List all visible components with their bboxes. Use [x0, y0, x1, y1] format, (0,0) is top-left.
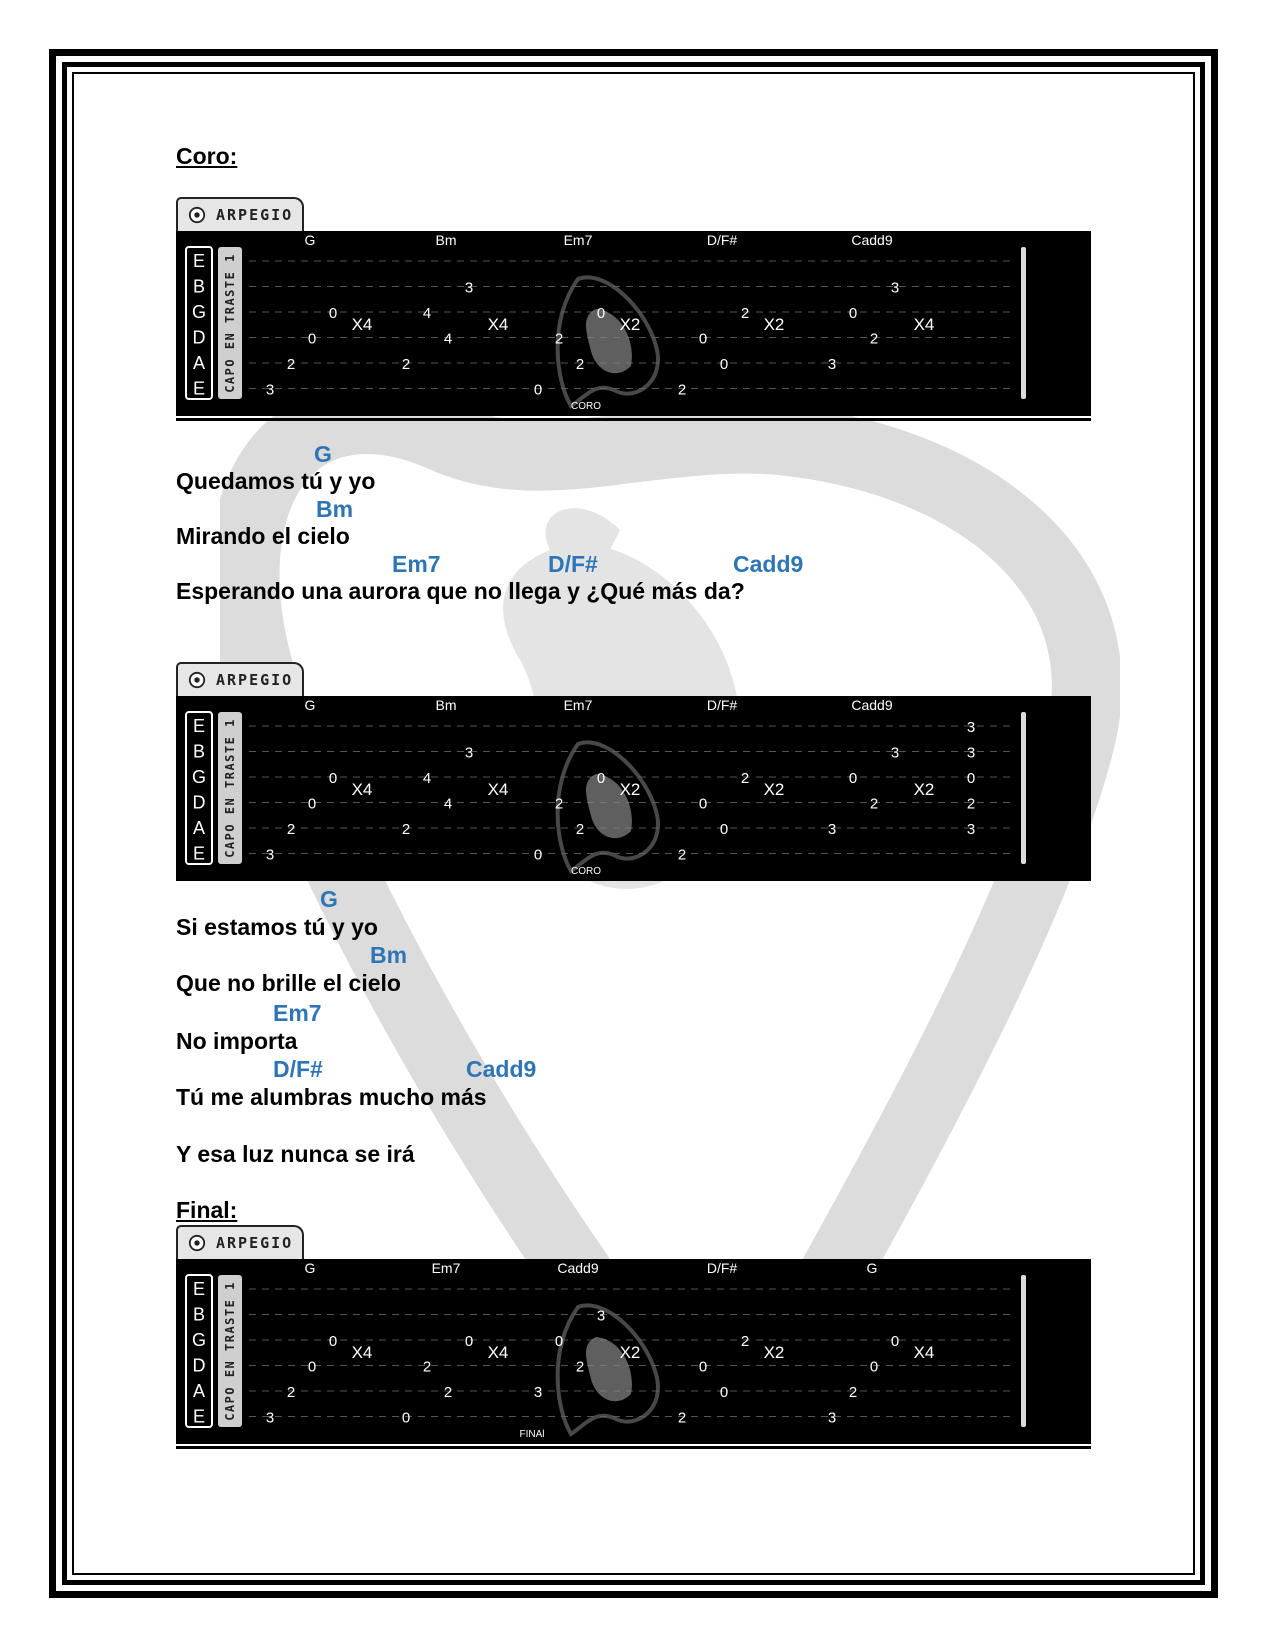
lyric-line: Tú me alumbras mucho más: [176, 1084, 487, 1110]
tab-fret-number: 3: [596, 1307, 606, 1325]
tab-fret-number: 3: [966, 821, 976, 838]
tab-fret-number: 0: [328, 1333, 338, 1350]
tab-fret-number: 4: [422, 305, 432, 322]
string-letter: B: [192, 276, 206, 297]
tab-repeat-mark: X2: [913, 779, 935, 799]
tab-fret-number: 4: [422, 770, 432, 787]
tab-fret-number: 2: [869, 330, 879, 348]
guitar-icon: [188, 206, 206, 224]
chord-label: Em7: [273, 1000, 322, 1026]
lyric-line: Si estamos tú y yo: [176, 914, 378, 940]
tab-fret-number: 0: [719, 1384, 729, 1401]
tab-fret-number: 2: [286, 821, 296, 838]
tab-chord-label: G: [304, 697, 316, 713]
tab-chord-label: Bm: [435, 232, 457, 248]
tab-label: [176, 197, 304, 231]
section-heading-final: Final:: [176, 1197, 238, 1223]
tab-fret-number: 2: [575, 356, 585, 373]
tab-fret-number: 0: [869, 1358, 879, 1376]
tab-repeat-mark: X4: [487, 779, 509, 799]
tab-fret-number: 0: [533, 381, 543, 399]
tab-fret-number: 0: [698, 330, 708, 348]
tab-chord-label: G: [866, 1260, 878, 1276]
tab-fret-number: 2: [422, 1358, 432, 1376]
tab-fret-number: 2: [677, 381, 687, 399]
end-bar: [1021, 712, 1026, 864]
tab-fret-number: 2: [401, 821, 411, 838]
string-letter: A: [192, 353, 206, 373]
chord-label: D/F#: [273, 1056, 323, 1082]
tab-fret-number: 2: [575, 1358, 585, 1376]
tab-repeat-mark: X2: [763, 1342, 785, 1362]
lyric-line: Que no brille el cielo: [176, 970, 401, 996]
tab-fret-number: 2: [677, 1409, 687, 1427]
tab-repeat-mark: X2: [619, 314, 641, 334]
lyric-line: Y esa luz nunca se irá: [176, 1141, 415, 1167]
tab-chord-label: Em7: [431, 1260, 461, 1276]
tab-chord-label: Bm: [435, 697, 457, 713]
tab-fret-number: 2: [740, 1333, 750, 1350]
tab-fret-number: 4: [443, 795, 453, 813]
chord-label: Cadd9: [466, 1056, 537, 1082]
tab-chord-label: Cadd9: [851, 697, 893, 713]
end-bar: [1021, 1275, 1026, 1427]
tab-fret-number: 0: [596, 305, 606, 322]
tab-fret-number: 2: [848, 1384, 858, 1401]
tab-chord-label: D/F#: [706, 697, 738, 713]
tab-fret-number: 3: [827, 1409, 837, 1427]
tab-fret-number: 3: [464, 744, 474, 762]
chord-label: Em7: [392, 551, 441, 577]
string-letter: E: [192, 251, 206, 271]
tab-fret-number: 3: [533, 1384, 543, 1401]
tab-section-tag: CORO: [571, 401, 601, 412]
tab-fret-number: 0: [890, 1333, 900, 1350]
tab-fret-number: 0: [596, 770, 606, 787]
string-letter: A: [192, 818, 206, 838]
tab-fret-number: 0: [533, 846, 543, 864]
tab-section-tag: FINAl: [519, 1429, 545, 1440]
string-letter: D: [192, 327, 206, 348]
tab-label: [176, 662, 304, 696]
chord-label: D/F#: [548, 551, 598, 577]
tab-fret-number: 2: [286, 356, 296, 373]
guitar-icon: [188, 671, 206, 689]
tab-fret-number: 3: [265, 381, 275, 399]
tab-fret-number: 0: [698, 1358, 708, 1376]
capo-label: CAPO EN TRASTE 1: [223, 253, 237, 393]
tab-divider: [176, 1446, 1091, 1449]
tab-repeat-mark: X4: [351, 1342, 373, 1362]
tab-fret-number: 2: [575, 821, 585, 838]
string-letter: B: [192, 741, 206, 762]
guitar-icon: [188, 1234, 206, 1252]
tab-panel: [176, 231, 1091, 416]
tab-repeat-mark: X4: [913, 1342, 935, 1362]
chord-label: Cadd9: [733, 551, 804, 577]
tab-fret-number: 3: [890, 744, 900, 762]
tab-fret-number: 3: [265, 1409, 275, 1427]
lyric-line: Mirando el cielo: [176, 523, 350, 549]
tab-repeat-mark: X2: [619, 779, 641, 799]
tab-fret-number: 2: [443, 1384, 453, 1401]
tab-fret-number: 3: [890, 279, 900, 297]
tab-chord-label: Cadd9: [557, 1260, 599, 1276]
tab-fret-number: 3: [966, 719, 976, 736]
tab-staff: [176, 231, 1091, 416]
tab-repeat-mark: X2: [763, 314, 785, 334]
string-letter: D: [192, 1355, 206, 1376]
string-letter: B: [192, 1304, 206, 1325]
chord-label: G: [320, 886, 338, 912]
string-letter: E: [192, 716, 206, 736]
tab-fret-number: 0: [328, 770, 338, 787]
tab-fret-number: 3: [265, 846, 275, 864]
tab-section-tag: CORO: [571, 866, 601, 877]
tab-repeat-mark: X4: [487, 1342, 509, 1362]
tab-label-text: ARPEGIO: [216, 671, 294, 689]
tab-label: [176, 1225, 304, 1259]
tab-repeat-mark: X4: [913, 314, 935, 334]
tab-fret-number: 0: [848, 305, 858, 322]
tab-fret-number: 2: [554, 795, 564, 813]
tab-repeat-mark: X2: [619, 1342, 641, 1362]
tab-fret-number: 0: [307, 795, 317, 813]
chord-label: G: [314, 441, 332, 467]
tab-repeat-mark: X4: [487, 314, 509, 334]
string-letter: E: [192, 378, 206, 399]
string-letter: D: [192, 792, 206, 813]
end-bar: [1021, 247, 1026, 399]
string-letter: E: [192, 1406, 206, 1427]
tab-fret-number: 3: [966, 744, 976, 762]
tab-staff: [176, 1259, 1091, 1444]
tab-label-text: ARPEGIO: [216, 206, 294, 224]
tab-fret-number: 0: [401, 1409, 411, 1427]
tab-divider: [176, 418, 1091, 421]
tab-block-3: [176, 1225, 1091, 1449]
tab-chord-label: D/F#: [706, 232, 738, 248]
tab-chord-label: Cadd9: [851, 232, 893, 248]
tab-fret-number: 2: [554, 330, 564, 348]
tab-panel: [176, 696, 1091, 881]
tab-block-2: [176, 662, 1091, 886]
tab-fret-number: 2: [966, 795, 976, 813]
lyric-line: Quedamos tú y yo: [176, 468, 376, 494]
string-letter: G: [191, 302, 207, 322]
string-letter: A: [192, 1381, 206, 1401]
lyric-line: Esperando una aurora que no llega y ¿Qué más da?: [176, 578, 745, 604]
tab-chord-label: G: [304, 232, 316, 248]
tab-fret-number: 0: [464, 1333, 474, 1350]
tab-fret-number: 0: [328, 305, 338, 322]
string-letter: E: [192, 1279, 206, 1299]
tab-fret-number: 0: [698, 795, 708, 813]
tab-fret-number: 2: [869, 795, 879, 813]
tab-chord-label: Em7: [563, 697, 593, 713]
tab-fret-number: 2: [740, 770, 750, 787]
tab-fret-number: 3: [827, 356, 837, 373]
string-letter: G: [191, 1330, 207, 1350]
tab-fret-number: 0: [966, 770, 976, 787]
capo-label: CAPO EN TRASTE 1: [223, 718, 237, 858]
tab-fret-number: 4: [443, 330, 453, 348]
tab-fret-number: 2: [286, 1384, 296, 1401]
tab-panel: [176, 1259, 1091, 1444]
tab-fret-number: 0: [719, 356, 729, 373]
tab-fret-number: 0: [307, 1358, 317, 1376]
tab-fret-number: 2: [401, 356, 411, 373]
string-letter: G: [191, 767, 207, 787]
tab-fret-number: 0: [554, 1333, 564, 1350]
tab-fret-number: 0: [719, 821, 729, 838]
tab-fret-number: 2: [677, 846, 687, 864]
tab-block-1: [176, 197, 1091, 421]
string-letter: E: [192, 843, 206, 864]
tab-repeat-mark: X4: [351, 314, 373, 334]
tab-repeat-mark: X2: [763, 779, 785, 799]
tab-repeat-mark: X4: [351, 779, 373, 799]
capo-label: CAPO EN TRASTE 1: [223, 1281, 237, 1421]
section-heading-coro: Coro:: [176, 143, 238, 169]
tab-fret-number: 0: [848, 770, 858, 787]
tab-fret-number: 3: [827, 821, 837, 838]
lyric-line: No importa: [176, 1028, 298, 1054]
tab-fret-number: 2: [740, 305, 750, 322]
tab-fret-number: 0: [307, 330, 317, 348]
chord-label: Bm: [370, 942, 408, 968]
chord-label: Bm: [316, 496, 354, 522]
tab-label-text: ARPEGIO: [216, 1234, 294, 1252]
tab-fret-number: 3: [464, 279, 474, 297]
tab-staff: [176, 696, 1091, 881]
tab-chord-label: D/F#: [706, 1260, 738, 1276]
tab-chord-label: Em7: [563, 232, 593, 248]
tab-chord-label: G: [304, 1260, 316, 1276]
